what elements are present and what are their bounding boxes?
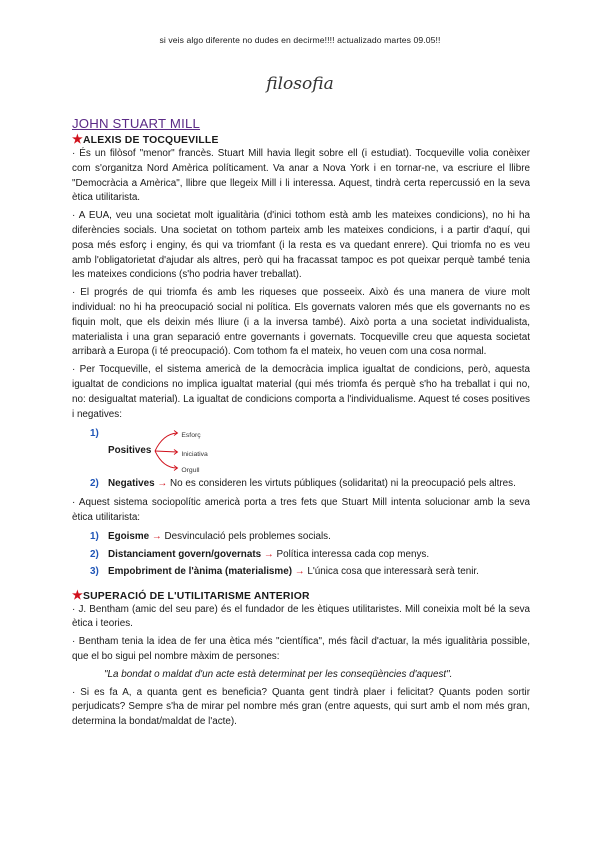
paragraph: · J. Bentham (amic del seu pare) és el fundador de les ètiques utilitaristes. Mill coneixia molt bé la seva ètica i teories. [72,603,530,630]
list-text: No es consideren les virtuts públiques (solidaritat) ni la preocupació pels altres. [170,478,516,490]
author-heading: JOHN STUART MILL [72,116,201,131]
arrow-icon: → [294,566,305,578]
list-number: 2) [90,478,99,490]
list-item-positives [90,426,530,474]
list-label: Empobriment de l'ànima (materialisme) [108,566,292,578]
list-number: 3) [90,566,99,578]
paragraph: · El progrés de qui triomfa és amb les riqueses que posseeix. Això és una manera de viure molt individual: no hi ha preocupació social ni política. Els governats valoren més que els governants no es fiquin molt, que els deixin més lliure (i a la inversa també). Això porta a una societat individualista, materialista i una gran separació entre governants i governats. Tocqueville creu que aquesta societat arribarà a Europa (i té preocupació). Com tothom fa el mateix, ho veuen com una cosa normal. [72,287,530,358]
star-icon: ★ [72,587,83,602]
arrow-icon: → [157,478,168,490]
paragraph: · És un filòsof "menor" francès. Stuart Mill havia llegit sobre ell (i estudiat). Tocqueville volia conèixer com s'organitza Nord Amèrica políticament. Va anar a Nova York i en tornar-ne, va escriure el llibre "Democràcia a Amèrica", llibre que llegeix Mill i li interessa. Aquest, tindrà certa repercussió en la seva ètica utilitarista. [72,148,530,204]
list-text: L'única cosa que interessarà serà tenir. [307,566,479,578]
list-number: 1) [90,531,99,543]
list-number: 2) [90,548,99,560]
list-item-negatives [90,476,530,491]
star-icon: ★ [72,132,83,146]
branch-text: Iniciativa [181,451,208,459]
paragraph: · Per Tocqueville, el sistema americà de la democràcia implica igualtat de condicions, però, aquesta igualtat de condicions no implica igualtat material (qui més triomfa és perquè s'ho ha treballat i qui no, no: desigualtat material). La igualtat de condicions comporta a l'individualisme. Aquest té coses positives i negatives: [72,364,530,420]
arrow-icon: → [263,548,274,560]
list-label: Positives [108,444,152,456]
paragraph: · Si es fa A, a quanta gent es beneficia? Quanta gent tindrà plaer i felicitat? Quants poden sortir perjudicats? Sempre s'ha de mirar pel nombre més gran (entre aquests, qui surt amb el nom més gran, determina la bondat/maldat de l'acte). [72,686,530,728]
list-item [90,547,530,562]
section-heading-tocqueville: ★ALEXIS DE TOCQUEVILLE [72,132,219,146]
branch-text: Orgull [181,467,200,475]
list-item [90,529,530,544]
list-text: Desvinculació pels problemes socials. [164,531,331,543]
list-text: Política interessa cada cop menys. [276,548,430,560]
arrow-icon: → [151,531,162,543]
list-label: Negatives [108,478,155,490]
paragraph: · A EUA, veu una societat molt igualitària (d'inici tothom està amb les mateixes condicions), no hi ha diferències socials. Una societat on tothom parteix amb les mateixes condicions, i a partir d'aquí, qui posa més esforç i enginy, és qui va triomfant (i la resta es va quedant enrere). Qui triomfa no es veu amb l'obligatorietat d'ajudar als altres, però qui ha fracassat tampoc es pot queixar perquè també tenia les mateixes condicions (s'ho podria haver treballat). [72,210,530,281]
list-number: 1) [90,428,99,440]
list-label: Distanciament govern/governats [108,548,262,560]
list-label: Egoisme [108,531,150,543]
document-body [72,116,530,733]
document-title: filosofia [266,74,334,94]
problems-list [72,529,530,579]
header-note: si veis algo diferente no dudes en decirme!!!! actualizado martes 09.05!! [159,35,441,45]
section-heading-utilitarisme: ★SUPERACIÓ DE L'UTILITARISME ANTERIOR [72,587,310,602]
branch-text: Esforç [181,432,201,440]
branch-diagram [151,426,261,474]
paragraph: · Aquest sistema sociopolític americà porta a tres fets que Stuart Mill intenta solucionar amb la seva ètica utilitarista: [72,496,530,523]
list-item [90,564,530,579]
quote: "La bondat o maldat d'un acte està determinat per les conseqüències d'aquest". [104,668,453,680]
paragraph: · Bentham tenia la idea de fer una ètica més "científica", més fàcil d'actuar, la més igualitària possible, que el bo sigui pel nombre màxim de persones: [72,636,530,662]
individualism-list [72,426,530,491]
